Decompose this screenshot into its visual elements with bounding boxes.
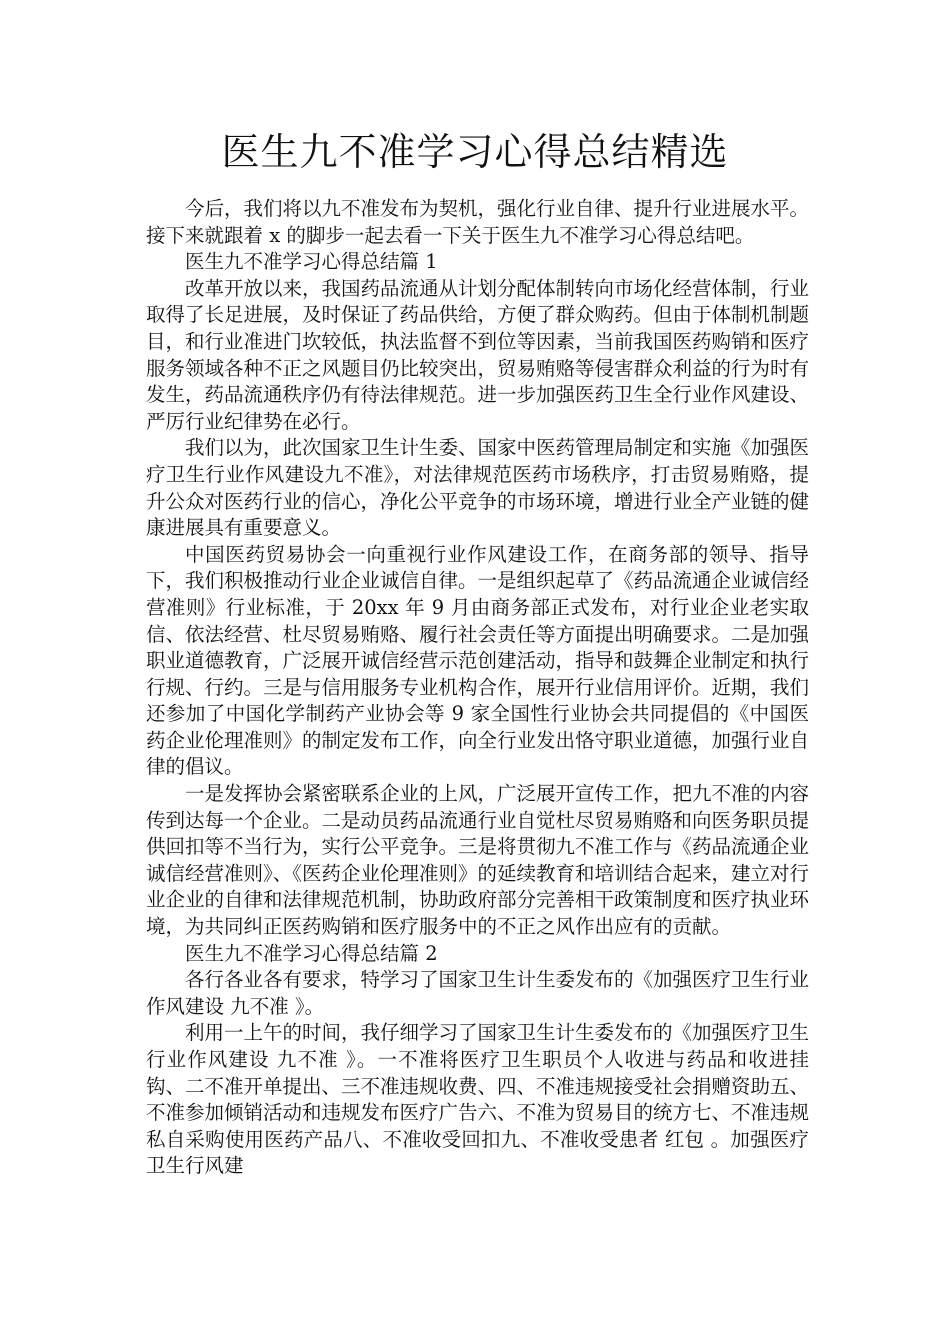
section-heading-1: 医生九不准学习心得总结篇 1 [185,250,438,274]
body-paragraph: 改革开放以来，我国药品流通从计划分配体制转向市场化经营体制，行业取得了长足进展，及时保证了药品供给，方便了群众购药。但由于体制机制题目，和行业准进门坎较低，执法监督不到位等因素，当前我国医药购销和医疗服务领域各种不正之风题目仍比较突出，贸易贿赂等侵害群众利益的行为时有发生，药品流通秩序仍有待法律规范。进一步加强医药卫生全行业作风建设、严厉行业纪律势在必行。 [146,276,810,433]
body-paragraph: 中国医药贸易协会一向重视行业作风建设工作，在商务部的领导、指导下，我们积极推动行业企业诚信自律。一是组织起草了《药品流通企业诚信经营准则》行业标准，于 20xx 年 9 月由商务部正式发布，对行业企业老实取信、依法经营、杜尽贸易贿赂、履行社会责任等方面提出明确要求。二是加强职业道德教育，广泛展开诚信经营示范创建活动，指导和鼓舞企业制定和执行行规、行约。三是与信用服务专业机构合作，展开行业信用评价。近期，我们还参加了中国化学制药产业协会等 9 家全国性行业协会共同提倡的《中国医药企业伦理准则》的制定发布工作，向全行业发出恪守职业道德，加强行业自律的倡议。 [146,542,810,779]
document-body [146,196,809,1180]
section-heading-2: 医生九不准学习心得总结篇 2 [185,941,438,965]
document-title: 医生九不准学习心得总结精选 [221,130,729,174]
body-paragraph: 一是发挥协会紧密联系企业的上风，广泛展开宣传工作，把九不准的内容传到达每一个企业。二是动员药品流通行业自觉杜尽贸易贿赂和向医务职员提供回扣等不当行为，实行公平竞争。三是将贯彻九不准工作与《药品流通企业诚信经营准则》、《医药企业伦理准则》的延续教育和培训结合起来，建立对行业企业的自律和法律规范机制，协助政府部分完善相干政策制度和医疗执业环境，为共同纠正医药购销和医疗服务中的不正之风作出应有的贡献。 [146,782,810,939]
body-paragraph: 各行各业各有要求，特学习了国家卫生计生委发布的《加强医疗卫生行业作风建设 九不准 》。 [146,968,810,1018]
body-paragraph: 利用一上午的时间，我仔细学习了国家卫生计生委发布的《加强医疗卫生行业作风建设 九不准 》。一不准将医疗卫生职员个人收进与药品和收进挂钩、二不准开单提出、三不准违规收费、四、不准违规接受社会捐赠资助五、不准参加倾销活动和违规发布医疗广告六、不准为贸易目的统方七、不准违规私自采购使用医药产品八、不准收受回扣九、不准收受患者 红包 。加强医疗卫生行风建 [146,1021,810,1178]
intro-paragraph: 今后，我们将以九不准发布为契机，强化行业自律、提升行业进展水平。接下来就跟着 x 的脚步一起去看一下关于医生九不准学习心得总结吧。 [146,197,810,247]
body-paragraph: 我们以为，此次国家卫生计生委、国家中医药管理局制定和实施《加强医疗卫生行业作风建设九不准》，对法律规范医药市场秩序，打击贸易贿赂，提升公众对医药行业的信心，净化公平竞争的市场环境，增进行业全产业链的健康进展具有重要意义。 [146,436,810,540]
